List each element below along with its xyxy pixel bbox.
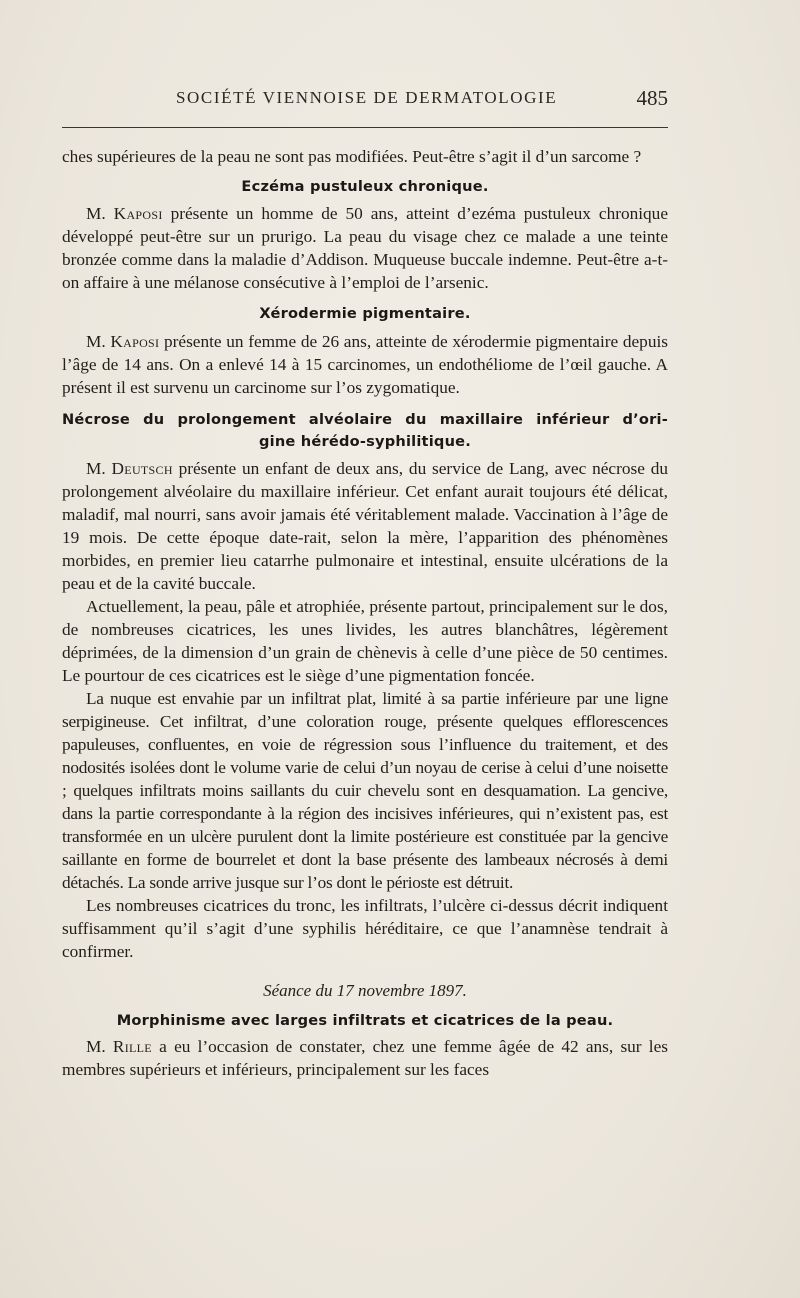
heading-line-2: gine hérédo-syphilitique.	[258, 433, 472, 450]
paragraph-deutsch	[62, 457, 668, 595]
speaker-name: Kaposi	[113, 204, 163, 223]
paragraph-text: présente un homme de 50 ans, atteint d’ezéma pustuleux chronique développé peut-être sur un prurigo. La peau du visage chez ce malade a une teinte bronzée comme dans la maladie d’Addison. Muqueuse buccale indemne. Peut-être a-t-on affaire à une mélanose consécutive à l’emploi de l’arsenic.	[62, 204, 668, 292]
paragraph-conclusion: Les nombreuses cicatrices du tronc, les infiltrats, l’ulcère ci-dessus décrit indiquent suffisamment qu’il s’agit d’une syphilis héréditaire, ce que l’anamnèse tendrait à confirmer.	[62, 896, 668, 961]
page-number: 485	[636, 86, 668, 110]
speaker-prefix: M.	[86, 1037, 113, 1056]
section-heading-morphinisme: Morphinisme avec larges infiltrats et cicatrices de la peau.	[116, 1012, 614, 1029]
speaker-name: Kaposi	[110, 332, 160, 351]
paragraph-text: présente un enfant de deux ans, du service de Lang, avec nécrose du prolongement alvéolaire du maxillaire inférieur. Cet enfant aurait toujours été délicat, maladif, mal nourri, sans avoir jamais été véritablement malade. Vaccination à l’âge de 19 mois. De cette époque date-rait, selon la mère, l’apparition des phénomènes morbides, en premier lieu catarrhe pulmonaire et intestinal, ensuite ulcérations de la peau et de la cavité buccale.	[62, 459, 668, 593]
section-heading-necrose	[62, 409, 668, 453]
paragraph-text: a eu l’occasion de constater, chez une femme âgée de 42 ans, sur les membres supérieurs et inférieurs, principalement sur les faces	[62, 1037, 668, 1079]
paragraph-rille	[62, 1035, 668, 1081]
section-heading-eczema: Eczéma pustuleux chronique.	[241, 178, 489, 195]
speaker-prefix: M.	[86, 459, 112, 478]
paragraph-nuque: La nuque est envahie par un infiltrat plat, limité à sa partie inférieure par une ligne serpigineuse. Cet infiltrat, d’une coloration rouge, présente quelques efflorescences papuleuses, confluentes, en voie de régression sous l’influence du traitement, et des nodosités isolées dont le volume varie de celui d’un noyau de cerise à celui d’une noisette ; quelques infiltrats moins saillants du cuir chevelu sont en desquamation. La gencive, dans la partie correspondante à la région des incisives inférieures, qui n’existent pas, est transformée en un ulcère purulent dont la limite postérieure est constituée par la gencive saillante en forme de bourrelet et dont la base présente des lambeaux nécrosés à demi détachés. La sonde arrive jusque sur l’os dont le périoste est détruit.	[62, 689, 668, 892]
body-text	[62, 145, 668, 1081]
paragraph-kaposi-eczema	[62, 202, 668, 294]
paragraph-continued: ches supérieures de la peau ne sont pas modifiées. Peut-être s’agit il d’un sarcome ?	[62, 147, 642, 166]
paragraph-kaposi-xerodermie	[62, 330, 668, 399]
running-title: SOCIÉTÉ VIENNOISE DE DERMATOLOGIE	[176, 88, 558, 107]
paragraph-text: présente un femme de 26 ans, atteinte de xérodermie pigmentaire depuis l’âge de 14 ans. On a enlevé 14 à 15 carcinomes, un endothéliome de l’œil gauche. A présent il est survenu un carcinome sur l’os zygomatique.	[62, 332, 668, 397]
heading-line-1: Nécrose du prolongement alvéolaire du maxillaire inférieur d’ori-	[62, 411, 668, 428]
header-rule	[62, 127, 668, 128]
page-header	[62, 88, 668, 116]
speaker-name: Rille	[112, 1037, 152, 1056]
speaker-name: Deutsch	[111, 459, 173, 478]
speaker-prefix: M.	[86, 204, 114, 223]
paragraph-actuellement: Actuellement, la peau, pâle et atrophiée, présente partout, principalement sur le dos, de nombreuses cicatrices, les unes livides, les autres blanchâtres, légèrement déprimées, de la dimension d’un grain de chènevis à celle d’une pièce de 50 centimes. Le pourtour de ces cicatrices est le siège d’une pigmentation foncée.	[62, 597, 668, 685]
session-date: Séance du 17 novembre 1897.	[263, 981, 467, 1000]
section-heading-xerodermie: Xérodermie pigmentaire.	[259, 305, 471, 322]
speaker-prefix: M.	[86, 332, 111, 351]
